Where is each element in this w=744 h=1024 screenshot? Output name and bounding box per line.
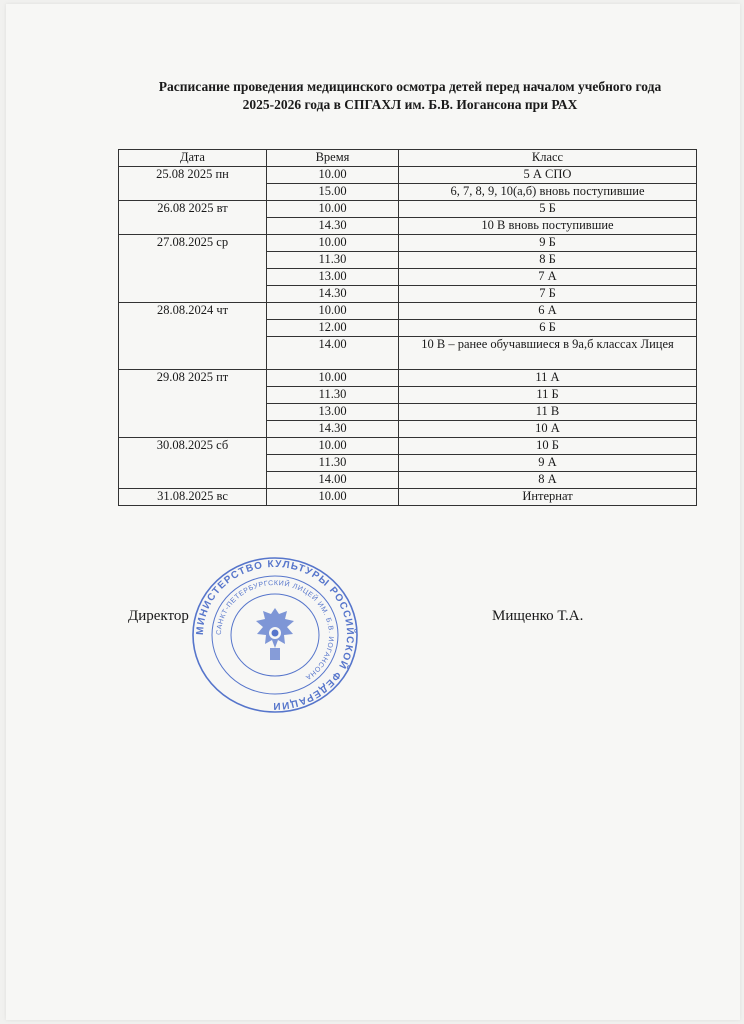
date-value: 28.08.2024 [156, 303, 214, 317]
class-cell: 10 В – ранее обучавшиеся в 9а,б классах Лицея [399, 337, 697, 370]
signature-name: Мищенко Т.А. [492, 608, 584, 624]
time-cell: 10.00 [267, 370, 399, 387]
class-cell: 8 Б [399, 252, 697, 269]
header-date: Дата [119, 150, 267, 167]
time-cell: 10.00 [267, 303, 399, 320]
class-cell: 9 Б [399, 235, 697, 252]
time-cell: 14.00 [267, 337, 399, 370]
time-cell: 11.30 [267, 252, 399, 269]
weekday: вт [216, 201, 228, 215]
time-cell: 15.00 [267, 184, 399, 201]
time-cell: 14.30 [267, 421, 399, 438]
date-cell [119, 235, 267, 303]
document-title [100, 78, 720, 114]
time-cell: 10.00 [267, 201, 399, 218]
class-cell: 6 Б [399, 320, 697, 337]
table-row [119, 235, 697, 252]
table-header-row [119, 150, 697, 167]
date-cell [119, 303, 267, 370]
weekday: ср [216, 235, 229, 249]
class-cell: 6, 7, 8, 9, 10(а,б) вновь поступившие [399, 184, 697, 201]
weekday: чт [216, 303, 229, 317]
weekday: пн [215, 167, 229, 181]
class-cell: 7 Б [399, 286, 697, 303]
class-cell: Интернат [399, 489, 697, 506]
table-row [119, 201, 697, 218]
schedule-table [118, 149, 697, 506]
stamp-outer-text: МИНИСТЕРСТВО КУЛЬТУРЫ РОССИЙСКОЙ ФЕДЕРАЦИИ [194, 558, 356, 712]
table-row [119, 303, 697, 320]
date-value: 30.08.2025 [156, 438, 214, 452]
weekday: сб [216, 438, 229, 452]
time-cell: 10.00 [267, 438, 399, 455]
table-row [119, 167, 697, 184]
date-cell [119, 438, 267, 489]
header-time: Время [267, 150, 399, 167]
table-row [119, 370, 697, 387]
official-stamp [190, 556, 360, 714]
time-cell: 14.30 [267, 286, 399, 303]
class-cell: 9 А [399, 455, 697, 472]
weekday: вс [216, 489, 228, 503]
date-value: 26.08 2025 [157, 201, 214, 215]
class-cell: 5 А СПО [399, 167, 697, 184]
time-cell: 11.30 [267, 455, 399, 472]
class-cell: 11 Б [399, 387, 697, 404]
time-cell: 12.00 [267, 320, 399, 337]
class-cell: 5 Б [399, 201, 697, 218]
class-cell: 10 Б [399, 438, 697, 455]
date-value: 29.08 2025 [156, 370, 213, 384]
class-cell: 11 В [399, 404, 697, 421]
table-row [119, 438, 697, 455]
time-cell: 13.00 [267, 404, 399, 421]
date-value: 31.08.2025 [157, 489, 214, 503]
class-cell: 7 А [399, 269, 697, 286]
time-cell: 14.00 [267, 472, 399, 489]
class-cell: 8 А [399, 472, 697, 489]
time-cell: 10.00 [267, 235, 399, 252]
class-cell: 10 А [399, 421, 697, 438]
date-cell [119, 167, 267, 201]
stamp-inner-text: САНКТ-ПЕТЕРБУРГСКИЙ ЛИЦЕЙ ИМ. Б.В. ИОГАНСОНА [215, 579, 335, 681]
time-cell: 14.30 [267, 218, 399, 235]
time-cell: 10.00 [267, 489, 399, 506]
date-cell [119, 489, 267, 506]
class-cell: 10 В вновь поступившие [399, 218, 697, 235]
title-line-2: 2025-2026 года в СПГАХЛ им. Б.В. Иогансона при РАХ [242, 97, 578, 112]
date-cell [119, 370, 267, 438]
header-class: Класс [399, 150, 697, 167]
table-row [119, 489, 697, 506]
time-cell: 10.00 [267, 167, 399, 184]
signature-position: Директор [128, 608, 189, 624]
title-line-1: Расписание проведения медицинского осмотра детей перед началом учебного года [158, 79, 662, 94]
class-cell: 6 А [399, 303, 697, 320]
eagle-emblem-icon [256, 608, 294, 660]
time-cell: 13.00 [267, 269, 399, 286]
date-value: 25.08 2025 [156, 167, 213, 181]
class-cell: 11 А [399, 370, 697, 387]
date-cell [119, 201, 267, 235]
weekday: пт [216, 370, 229, 384]
time-cell: 11.30 [267, 387, 399, 404]
date-value: 27.08.2025 [156, 235, 214, 249]
